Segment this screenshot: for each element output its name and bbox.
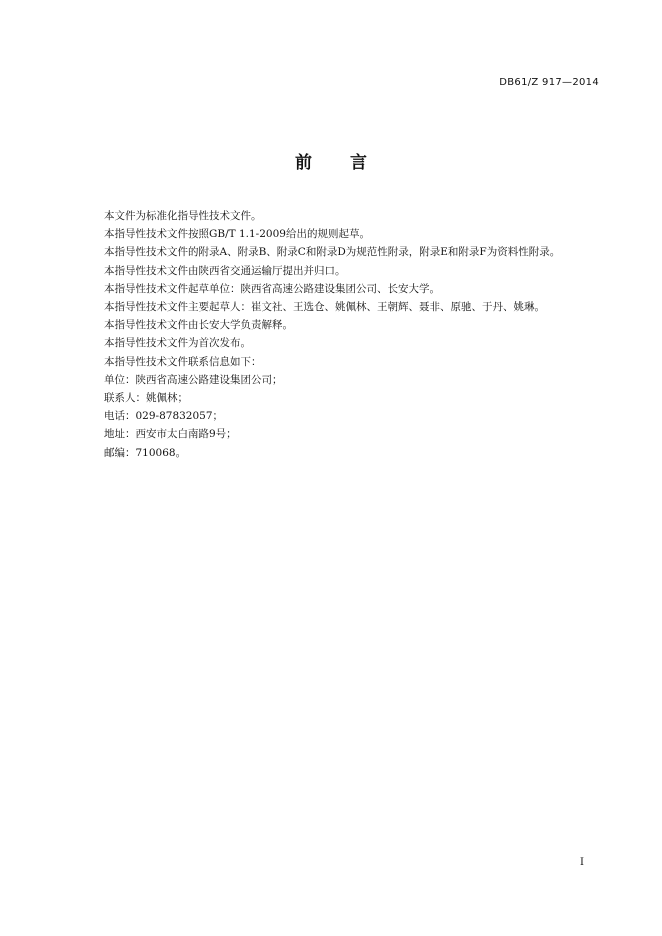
page-number: I [580,857,584,868]
preface-line: 本指导性技术文件联系信息如下： [104,355,262,368]
contact-address: 地址：西安市太白南路9号； [104,428,237,441]
contact-phone: 电话：029-87832057； [104,410,224,423]
preface-line: 本指导性技术文件按照GB/T 1.1-2009给出的规则起草。 [104,228,370,241]
document-code: DB61/Z 917—2014 [499,77,599,88]
preface-line: 本指导性技术文件起草单位：陕西省高速公路建设集团公司、长安大学。 [104,282,440,295]
preface-line: 本指导性技术文件主要起草人：崔文社、王选仓、姚佩林、王朝辉、聂非、原驰、于丹、姚琳。 [104,301,545,314]
preface-line: 本文件为标准化指导性技术文件。 [104,210,262,222]
preface-line: 本指导性技术文件的附录A、附录B、附录C和附录D为规范性附录，附录E和附录F为资料性附录。 [104,246,561,259]
contact-person: 联系人：姚佩林； [104,392,188,405]
preface-body [104,207,604,462]
page-title: 前言 [295,153,405,173]
contact-postcode: 邮编：710068。 [104,446,187,459]
preface-line: 本指导性技术文件为首次发布。 [104,337,251,350]
preface-line: 本指导性技术文件由长安大学负责解释。 [104,319,293,332]
preface-line: 本指导性技术文件由陕西省交通运输厅提出并归口。 [104,264,346,277]
contact-unit: 单位：陕西省高速公路建设集团公司； [104,373,283,386]
